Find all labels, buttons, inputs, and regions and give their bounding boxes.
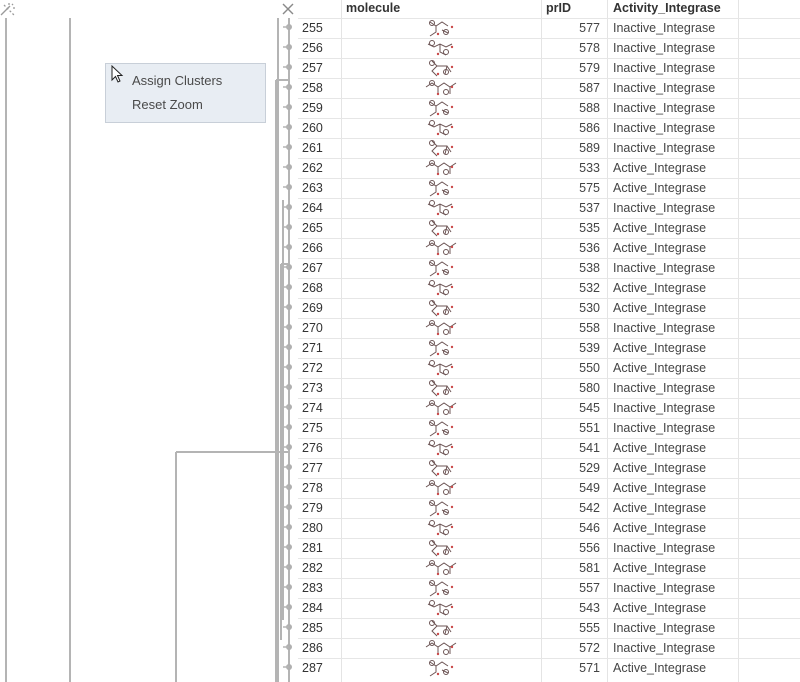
molecule-drawing bbox=[342, 239, 542, 258]
table-row[interactable] bbox=[298, 138, 800, 158]
activity-cell: Active_Integrase bbox=[613, 601, 707, 615]
activity-column-header[interactable]: Activity_Integrase bbox=[613, 1, 721, 15]
activity-cell: Active_Integrase bbox=[613, 221, 707, 235]
molecule-structure-cell bbox=[342, 639, 542, 658]
table-row[interactable] bbox=[298, 278, 800, 298]
table-row[interactable] bbox=[298, 378, 800, 398]
molecule-column-header[interactable]: molecule bbox=[346, 1, 401, 15]
row-number-cell: 281 bbox=[302, 541, 323, 555]
activity-cell: Active_Integrase bbox=[613, 461, 707, 475]
table-row[interactable] bbox=[298, 458, 800, 478]
row-number-cell: 272 bbox=[302, 361, 323, 375]
activity-cell: Inactive_Integrase bbox=[613, 421, 716, 435]
row-number-cell: 271 bbox=[302, 341, 323, 355]
dendrogram-panel[interactable] bbox=[0, 0, 298, 682]
row-number-cell: 255 bbox=[302, 21, 323, 35]
activity-cell: Inactive_Integrase bbox=[613, 81, 716, 95]
molecule-drawing bbox=[342, 479, 542, 498]
prid-cell: 586 bbox=[579, 121, 600, 135]
prid-cell: 551 bbox=[579, 421, 600, 435]
prid-cell: 537 bbox=[579, 201, 600, 215]
molecule-drawing bbox=[342, 259, 542, 278]
prid-cell: 546 bbox=[579, 521, 600, 535]
table-row[interactable] bbox=[298, 538, 800, 558]
activity-cell: Inactive_Integrase bbox=[613, 541, 716, 555]
table-row[interactable] bbox=[298, 118, 800, 138]
molecule-drawing bbox=[342, 659, 542, 678]
activity-cell: Inactive_Integrase bbox=[613, 21, 716, 35]
row-number-cell: 260 bbox=[302, 121, 323, 135]
molecule-structure-cell bbox=[342, 499, 542, 518]
row-number-cell: 258 bbox=[302, 81, 323, 95]
row-number-cell: 283 bbox=[302, 581, 323, 595]
row-number-cell: 282 bbox=[302, 561, 323, 575]
activity-cell: Inactive_Integrase bbox=[613, 61, 716, 75]
row-number-cell: 266 bbox=[302, 241, 323, 255]
prid-cell: 529 bbox=[579, 461, 600, 475]
molecule-drawing bbox=[342, 539, 542, 558]
molecule-drawing bbox=[342, 619, 542, 638]
molecule-drawing bbox=[342, 319, 542, 338]
prid-column-header[interactable]: prID bbox=[546, 1, 571, 15]
row-number-cell: 263 bbox=[302, 181, 323, 195]
molecule-drawing bbox=[342, 79, 542, 98]
molecule-structure-cell bbox=[342, 339, 542, 358]
molecule-structure-cell bbox=[342, 579, 542, 598]
table-row[interactable] bbox=[298, 398, 800, 418]
row-number-cell: 270 bbox=[302, 321, 323, 335]
table-row[interactable] bbox=[298, 518, 800, 538]
row-number-cell: 268 bbox=[302, 281, 323, 295]
table-row[interactable] bbox=[298, 158, 800, 178]
activity-cell: Inactive_Integrase bbox=[613, 621, 716, 635]
context-menu bbox=[105, 63, 266, 123]
prid-cell: 589 bbox=[579, 141, 600, 155]
data-grid[interactable] bbox=[298, 0, 800, 682]
table-row[interactable] bbox=[298, 498, 800, 518]
activity-cell: Active_Integrase bbox=[613, 661, 707, 675]
table-row[interactable] bbox=[298, 238, 800, 258]
prid-cell: 532 bbox=[579, 281, 600, 295]
close-icon[interactable] bbox=[281, 2, 295, 16]
prid-cell: 580 bbox=[579, 381, 600, 395]
prid-cell: 581 bbox=[579, 561, 600, 575]
molecule-structure-cell bbox=[342, 259, 542, 278]
molecule-structure-cell bbox=[342, 559, 542, 578]
molecule-drawing bbox=[342, 519, 542, 538]
edit-wand-icon[interactable] bbox=[0, 2, 16, 16]
molecule-drawing bbox=[342, 179, 542, 198]
molecule-drawing bbox=[342, 579, 542, 598]
activity-cell: Active_Integrase bbox=[613, 181, 707, 195]
table-row[interactable] bbox=[298, 198, 800, 218]
molecule-structure-cell bbox=[342, 399, 542, 418]
row-number-cell: 262 bbox=[302, 161, 323, 175]
mouse-cursor-icon bbox=[111, 65, 125, 85]
prid-cell: 550 bbox=[579, 361, 600, 375]
table-row[interactable] bbox=[298, 258, 800, 278]
row-number-cell: 269 bbox=[302, 301, 323, 315]
prid-cell: 557 bbox=[579, 581, 600, 595]
molecule-structure-cell bbox=[342, 99, 542, 118]
table-row[interactable] bbox=[298, 418, 800, 438]
prid-cell: 587 bbox=[579, 81, 600, 95]
table-row[interactable] bbox=[298, 58, 800, 78]
molecule-drawing bbox=[342, 339, 542, 358]
row-number-cell: 267 bbox=[302, 261, 323, 275]
table-row[interactable] bbox=[298, 618, 800, 638]
activity-cell: Inactive_Integrase bbox=[613, 401, 716, 415]
row-number-cell: 274 bbox=[302, 401, 323, 415]
molecule-structure-cell bbox=[342, 619, 542, 638]
molecule-drawing bbox=[342, 139, 542, 158]
molecule-structure-cell bbox=[342, 599, 542, 618]
molecule-structure-cell bbox=[342, 359, 542, 378]
prid-cell: 578 bbox=[579, 41, 600, 55]
activity-cell: Inactive_Integrase bbox=[613, 141, 716, 155]
molecule-structure-cell bbox=[342, 299, 542, 318]
molecule-structure-cell bbox=[342, 439, 542, 458]
molecule-drawing bbox=[342, 59, 542, 78]
molecule-structure-cell bbox=[342, 539, 542, 558]
row-number-cell: 285 bbox=[302, 621, 323, 635]
prid-cell: 536 bbox=[579, 241, 600, 255]
prid-cell: 555 bbox=[579, 621, 600, 635]
activity-cell: Inactive_Integrase bbox=[613, 201, 716, 215]
prid-cell: 588 bbox=[579, 101, 600, 115]
molecule-structure-cell bbox=[342, 319, 542, 338]
row-number-cell: 257 bbox=[302, 61, 323, 75]
molecule-drawing bbox=[342, 379, 542, 398]
row-number-header[interactable] bbox=[298, 0, 341, 18]
row-number-cell: 259 bbox=[302, 101, 323, 115]
activity-cell: Inactive_Integrase bbox=[613, 581, 716, 595]
molecule-drawing bbox=[342, 559, 542, 578]
row-number-cell: 273 bbox=[302, 381, 323, 395]
molecule-structure-cell bbox=[342, 179, 542, 198]
molecule-structure-cell bbox=[342, 419, 542, 438]
prid-cell: 556 bbox=[579, 541, 600, 555]
molecule-structure-cell bbox=[342, 659, 542, 678]
molecule-structure-cell bbox=[342, 479, 542, 498]
prid-cell: 577 bbox=[579, 21, 600, 35]
prid-cell: 542 bbox=[579, 501, 600, 515]
dendrogram-leaves bbox=[283, 24, 292, 670]
prid-cell: 543 bbox=[579, 601, 600, 615]
molecule-drawing bbox=[342, 599, 542, 618]
molecule-structure-cell bbox=[342, 119, 542, 138]
activity-cell: Inactive_Integrase bbox=[613, 261, 716, 275]
molecule-drawing bbox=[342, 419, 542, 438]
molecule-drawing bbox=[342, 399, 542, 418]
table-row[interactable] bbox=[298, 478, 800, 498]
activity-cell: Active_Integrase bbox=[613, 341, 707, 355]
table-row[interactable] bbox=[298, 38, 800, 58]
molecule-structure-cell bbox=[342, 159, 542, 178]
activity-cell: Active_Integrase bbox=[613, 481, 707, 495]
molecule-structure-cell bbox=[342, 139, 542, 158]
prid-cell: 575 bbox=[579, 181, 600, 195]
row-number-cell: 279 bbox=[302, 501, 323, 515]
prid-cell: 549 bbox=[579, 481, 600, 495]
molecule-drawing bbox=[342, 99, 542, 118]
table-row[interactable] bbox=[298, 18, 800, 38]
row-number-cell: 275 bbox=[302, 421, 323, 435]
molecule-drawing bbox=[342, 199, 542, 218]
molecule-drawing bbox=[342, 299, 542, 318]
molecule-drawing bbox=[342, 639, 542, 658]
table-row[interactable] bbox=[298, 638, 800, 658]
molecule-drawing bbox=[342, 439, 542, 458]
prid-cell: 579 bbox=[579, 61, 600, 75]
molecule-structure-cell bbox=[342, 59, 542, 78]
table-row[interactable] bbox=[298, 178, 800, 198]
molecule-drawing bbox=[342, 499, 542, 518]
molecule-drawing bbox=[342, 459, 542, 478]
row-number-cell: 256 bbox=[302, 41, 323, 55]
molecule-structure-cell bbox=[342, 279, 542, 298]
prid-cell: 530 bbox=[579, 301, 600, 315]
prid-cell: 539 bbox=[579, 341, 600, 355]
row-number-cell: 284 bbox=[302, 601, 323, 615]
molecule-structure-cell bbox=[342, 79, 542, 98]
table-row[interactable] bbox=[298, 558, 800, 578]
molecule-drawing bbox=[342, 219, 542, 238]
activity-cell: Inactive_Integrase bbox=[613, 41, 716, 55]
table-row[interactable] bbox=[298, 358, 800, 378]
assign-clusters-menu-item[interactable]: Assign Clusters bbox=[132, 73, 223, 88]
molecule-drawing bbox=[342, 159, 542, 178]
activity-cell: Active_Integrase bbox=[613, 521, 707, 535]
table-row[interactable] bbox=[298, 438, 800, 458]
row-number-cell: 276 bbox=[302, 441, 323, 455]
row-number-cell: 286 bbox=[302, 641, 323, 655]
activity-cell: Active_Integrase bbox=[613, 301, 707, 315]
row-number-cell: 280 bbox=[302, 521, 323, 535]
row-number-cell: 265 bbox=[302, 221, 323, 235]
molecule-structure-cell bbox=[342, 19, 542, 38]
table-row[interactable] bbox=[298, 218, 800, 238]
row-number-cell: 278 bbox=[302, 481, 323, 495]
molecule-drawing bbox=[342, 279, 542, 298]
activity-cell: Active_Integrase bbox=[613, 501, 707, 515]
activity-cell: Inactive_Integrase bbox=[613, 381, 716, 395]
row-number-cell: 264 bbox=[302, 201, 323, 215]
table-row[interactable] bbox=[298, 598, 800, 618]
molecule-structure-cell bbox=[342, 39, 542, 58]
activity-cell: Active_Integrase bbox=[613, 361, 707, 375]
activity-cell: Inactive_Integrase bbox=[613, 321, 716, 335]
molecule-structure-cell bbox=[342, 199, 542, 218]
prid-cell: 571 bbox=[579, 661, 600, 675]
prid-cell: 558 bbox=[579, 321, 600, 335]
reset-zoom-menu-item[interactable]: Reset Zoom bbox=[132, 97, 203, 112]
molecule-structure-cell bbox=[342, 519, 542, 538]
activity-cell: Active_Integrase bbox=[613, 281, 707, 295]
table-row[interactable] bbox=[298, 318, 800, 338]
table-row[interactable] bbox=[298, 658, 800, 678]
molecule-drawing bbox=[342, 119, 542, 138]
row-number-cell: 287 bbox=[302, 661, 323, 675]
prid-cell: 535 bbox=[579, 221, 600, 235]
molecule-structure-cell bbox=[342, 459, 542, 478]
molecule-drawing bbox=[342, 359, 542, 378]
row-number-cell: 261 bbox=[302, 141, 323, 155]
table-row[interactable] bbox=[298, 78, 800, 98]
activity-cell: Active_Integrase bbox=[613, 561, 707, 575]
row-number-cell: 277 bbox=[302, 461, 323, 475]
molecule-drawing bbox=[342, 19, 542, 38]
table-row[interactable] bbox=[298, 338, 800, 358]
molecule-structure-cell bbox=[342, 379, 542, 398]
activity-cell: Active_Integrase bbox=[613, 241, 707, 255]
activity-cell: Inactive_Integrase bbox=[613, 641, 716, 655]
table-row[interactable] bbox=[298, 98, 800, 118]
prid-cell: 538 bbox=[579, 261, 600, 275]
activity-cell: Active_Integrase bbox=[613, 441, 707, 455]
prid-cell: 545 bbox=[579, 401, 600, 415]
table-row[interactable] bbox=[298, 578, 800, 598]
prid-cell: 572 bbox=[579, 641, 600, 655]
molecule-drawing bbox=[342, 39, 542, 58]
molecule-structure-cell bbox=[342, 239, 542, 258]
table-row[interactable] bbox=[298, 298, 800, 318]
activity-cell: Inactive_Integrase bbox=[613, 101, 716, 115]
molecule-structure-cell bbox=[342, 219, 542, 238]
prid-cell: 541 bbox=[579, 441, 600, 455]
activity-cell: Active_Integrase bbox=[613, 161, 707, 175]
activity-cell: Inactive_Integrase bbox=[613, 121, 716, 135]
prid-cell: 533 bbox=[579, 161, 600, 175]
